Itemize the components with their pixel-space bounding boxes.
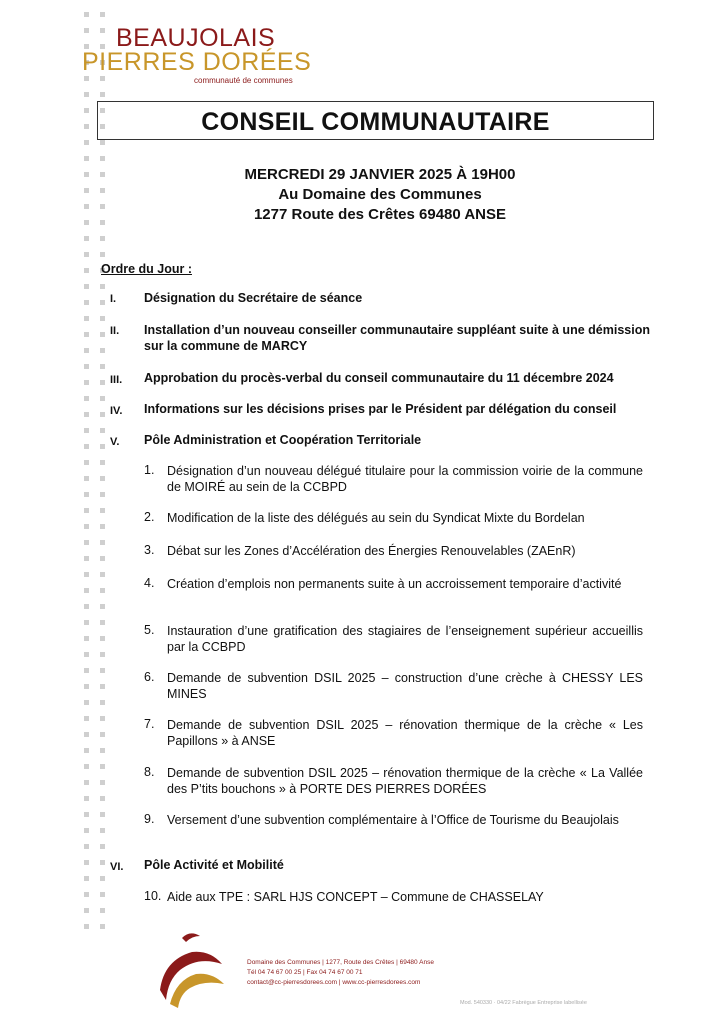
- subitem-number: 10.: [144, 889, 162, 903]
- margin-dot: [84, 620, 89, 625]
- logo-subtitle: communauté de communes: [194, 76, 293, 85]
- subitem: Débat sur les Zones d’Accélération des Énergies Renouvelables (ZAEnR): [167, 544, 576, 558]
- margin-dot: [100, 348, 105, 353]
- subitem-number: 4.: [144, 576, 155, 590]
- agenda-item: Approbation du procès-verbal du conseil communautaire du 11 décembre 2024: [144, 371, 614, 385]
- margin-dot: [100, 700, 105, 705]
- agenda-item: Installation d’un nouveau conseiller communautaire suppléant suite à une démission sur la commune de MARCY: [144, 323, 650, 353]
- margin-dot: [84, 780, 89, 785]
- margin-dot: [84, 700, 89, 705]
- margin-dot: [100, 924, 105, 929]
- subitem-number: 7.: [144, 717, 155, 731]
- margin-dot: [100, 492, 105, 497]
- margin-dot: [84, 300, 89, 305]
- margin-dot: [100, 684, 105, 689]
- margin-dot: [100, 588, 105, 593]
- subitem: Demande de subvention DSIL 2025 – rénovation thermique de la crèche « Les Papillons » à ANSE: [167, 718, 643, 748]
- subitem: Aide aux TPE : SARL HJS CONCEPT – Commune de CHASSELAY: [167, 890, 544, 904]
- margin-dot: [100, 412, 105, 417]
- margin-dot: [100, 620, 105, 625]
- agenda-numeral: II.: [110, 325, 120, 337]
- subitem: Création d’emplois non permanents suite à un accroissement temporaire d’activité: [167, 577, 622, 591]
- footer-web: contact@cc-pierresdorees.com | www.cc-pierresdorees.com: [247, 979, 421, 986]
- margin-dot: [84, 492, 89, 497]
- margin-dot: [84, 844, 89, 849]
- margin-dot: [84, 252, 89, 257]
- page-title: CONSEIL COMMUNAUTAIRE: [201, 108, 550, 136]
- margin-dot: [100, 716, 105, 721]
- title-box: [97, 101, 654, 140]
- margin-dot: [100, 780, 105, 785]
- margin-dot: [100, 508, 105, 513]
- margin-dot: [84, 524, 89, 529]
- meeting-venue: Au Domaine des Communes: [278, 186, 482, 203]
- margin-dot: [84, 92, 89, 97]
- footer-contact: [247, 958, 434, 988]
- margin-dot: [84, 444, 89, 449]
- margin-dot: [100, 636, 105, 641]
- meeting-date: MERCREDI 29 JANVIER 2025 À 19H00: [244, 166, 516, 183]
- agenda-numeral: III.: [110, 374, 123, 386]
- margin-dot: [100, 204, 105, 209]
- footer-address: Domaine des Communes | 1277, Route des Crêtes | 69480 Anse: [247, 959, 434, 966]
- organization-logo: [82, 24, 312, 88]
- margin-dot: [100, 668, 105, 673]
- margin-dot: [100, 300, 105, 305]
- margin-dot: [100, 252, 105, 257]
- margin-dot: [84, 188, 89, 193]
- margin-dot: [100, 828, 105, 833]
- margin-dot: [100, 572, 105, 577]
- subitem-number: 5.: [144, 623, 155, 637]
- margin-dot: [84, 412, 89, 417]
- margin-dot: [84, 556, 89, 561]
- margin-dot: [84, 348, 89, 353]
- agenda-numeral: IV.: [110, 405, 123, 417]
- margin-dot: [100, 284, 105, 289]
- margin-dot: [84, 220, 89, 225]
- margin-dot: [84, 684, 89, 689]
- margin-dot: [84, 12, 89, 17]
- margin-dot: [84, 828, 89, 833]
- margin-dot: [84, 876, 89, 881]
- agenda-item: Informations sur les décisions prises par le Président par délégation du conseil: [144, 402, 617, 416]
- margin-dot: [84, 572, 89, 577]
- margin-dot: [84, 748, 89, 753]
- meeting-address: 1277 Route des Crêtes 69480 ANSE: [253, 206, 507, 223]
- subitem: Versement d’une subvention complémentaire à l’Office de Tourisme du Beaujolais: [167, 813, 619, 827]
- agenda-item: Désignation du Secrétaire de séance: [144, 291, 363, 305]
- margin-dot: [100, 540, 105, 545]
- margin-dot: [100, 188, 105, 193]
- margin-dot: [84, 172, 89, 177]
- margin-dot: [100, 428, 105, 433]
- margin-dot: [84, 796, 89, 801]
- margin-dot: [84, 316, 89, 321]
- margin-dot: [100, 92, 105, 97]
- margin-dot: [84, 332, 89, 337]
- margin-dot: [84, 908, 89, 913]
- margin-dot: [100, 860, 105, 865]
- margin-dot: [84, 764, 89, 769]
- logo-line-1: BEAUJOLAIS: [116, 24, 276, 52]
- margin-dot: [84, 284, 89, 289]
- subitem: Désignation d’un nouveau délégué titulaire pour la commission voirie de la commune de MOIRÉ au sein de la CCBPD: [167, 464, 643, 494]
- print-mark: Mod. 540330 · 04/22 Fabrègue Entreprise labellisée: [460, 1000, 587, 1006]
- subitem-number: 8.: [144, 765, 155, 779]
- margin-dot: [100, 652, 105, 657]
- margin-dot: [100, 732, 105, 737]
- margin-dot: [100, 604, 105, 609]
- agenda-label: Ordre du Jour :: [101, 262, 192, 276]
- subitem-number: 6.: [144, 670, 155, 684]
- margin-dot: [84, 476, 89, 481]
- margin-dot: [84, 204, 89, 209]
- margin-dot: [100, 172, 105, 177]
- subitem: Demande de subvention DSIL 2025 – construction d’une crèche à CHESSY LES MINES: [167, 671, 643, 701]
- margin-dot: [84, 812, 89, 817]
- margin-dot: [100, 876, 105, 881]
- margin-dot: [100, 236, 105, 241]
- agenda-numeral: I.: [110, 293, 117, 305]
- margin-dot: [84, 860, 89, 865]
- margin-dot: [84, 924, 89, 929]
- margin-dot: [84, 508, 89, 513]
- margin-dot: [100, 844, 105, 849]
- margin-dot: [100, 908, 105, 913]
- margin-dot: [84, 108, 89, 113]
- margin-dot: [84, 124, 89, 129]
- margin-dot: [100, 556, 105, 561]
- margin-dot: [84, 428, 89, 433]
- margin-dot: [100, 316, 105, 321]
- margin-dot: [100, 220, 105, 225]
- margin-dot: [84, 716, 89, 721]
- margin-dot: [84, 652, 89, 657]
- margin-dot: [100, 380, 105, 385]
- margin-dot: [100, 460, 105, 465]
- margin-dot: [100, 140, 105, 145]
- margin-dot: [100, 476, 105, 481]
- logo-line-2: PIERRES DORÉES: [82, 48, 312, 76]
- subitem: Modification de la liste des délégués au sein du Syndicat Mixte du Bordelan: [167, 511, 585, 525]
- margin-dot: [84, 604, 89, 609]
- subitem-number: 9.: [144, 812, 155, 826]
- margin-dot: [84, 732, 89, 737]
- margin-dot: [100, 764, 105, 769]
- margin-dot: [84, 892, 89, 897]
- agenda-item: Pôle Administration et Coopération Territoriale: [144, 433, 422, 447]
- margin-dot: [84, 236, 89, 241]
- margin-dot: [84, 396, 89, 401]
- margin-dot: [100, 444, 105, 449]
- margin-dot: [84, 636, 89, 641]
- margin-dot: [84, 140, 89, 145]
- agenda-numeral: V.: [110, 436, 120, 448]
- subitem-number: 1.: [144, 463, 155, 477]
- subitem: Instauration d’une gratification des stagiaires de l’enseignement supérieur accueillis par la CCBPD: [167, 624, 643, 654]
- margin-dot: [84, 156, 89, 161]
- margin-dot: [100, 364, 105, 369]
- margin-dot: [100, 12, 105, 17]
- agenda-item: Pôle Activité et Mobilité: [144, 858, 284, 872]
- margin-dot: [84, 668, 89, 673]
- subitem-number: 2.: [144, 510, 155, 524]
- margin-dot: [84, 588, 89, 593]
- margin-dot: [100, 748, 105, 753]
- margin-dot: [84, 380, 89, 385]
- margin-dot: [100, 812, 105, 817]
- agenda-numeral: VI.: [110, 861, 124, 873]
- margin-dot: [84, 268, 89, 273]
- margin-dot: [100, 524, 105, 529]
- margin-dot: [100, 156, 105, 161]
- margin-dot: [84, 540, 89, 545]
- margin-dot: [100, 796, 105, 801]
- margin-dot: [84, 364, 89, 369]
- margin-dot: [84, 460, 89, 465]
- subitem: Demande de subvention DSIL 2025 – rénovation thermique de la crèche « La Vallée des P’tits bouchons » à PORTE DES PIERRES DORÉES: [167, 766, 643, 796]
- subitem-number: 3.: [144, 543, 155, 557]
- margin-dot: [100, 892, 105, 897]
- margin-dot: [100, 396, 105, 401]
- margin-dot: [100, 332, 105, 337]
- footer-phone: Tél 04 74 67 00 25 | Fax 04 74 67 00 71: [247, 969, 363, 976]
- footer-logo-icon: [150, 930, 240, 1010]
